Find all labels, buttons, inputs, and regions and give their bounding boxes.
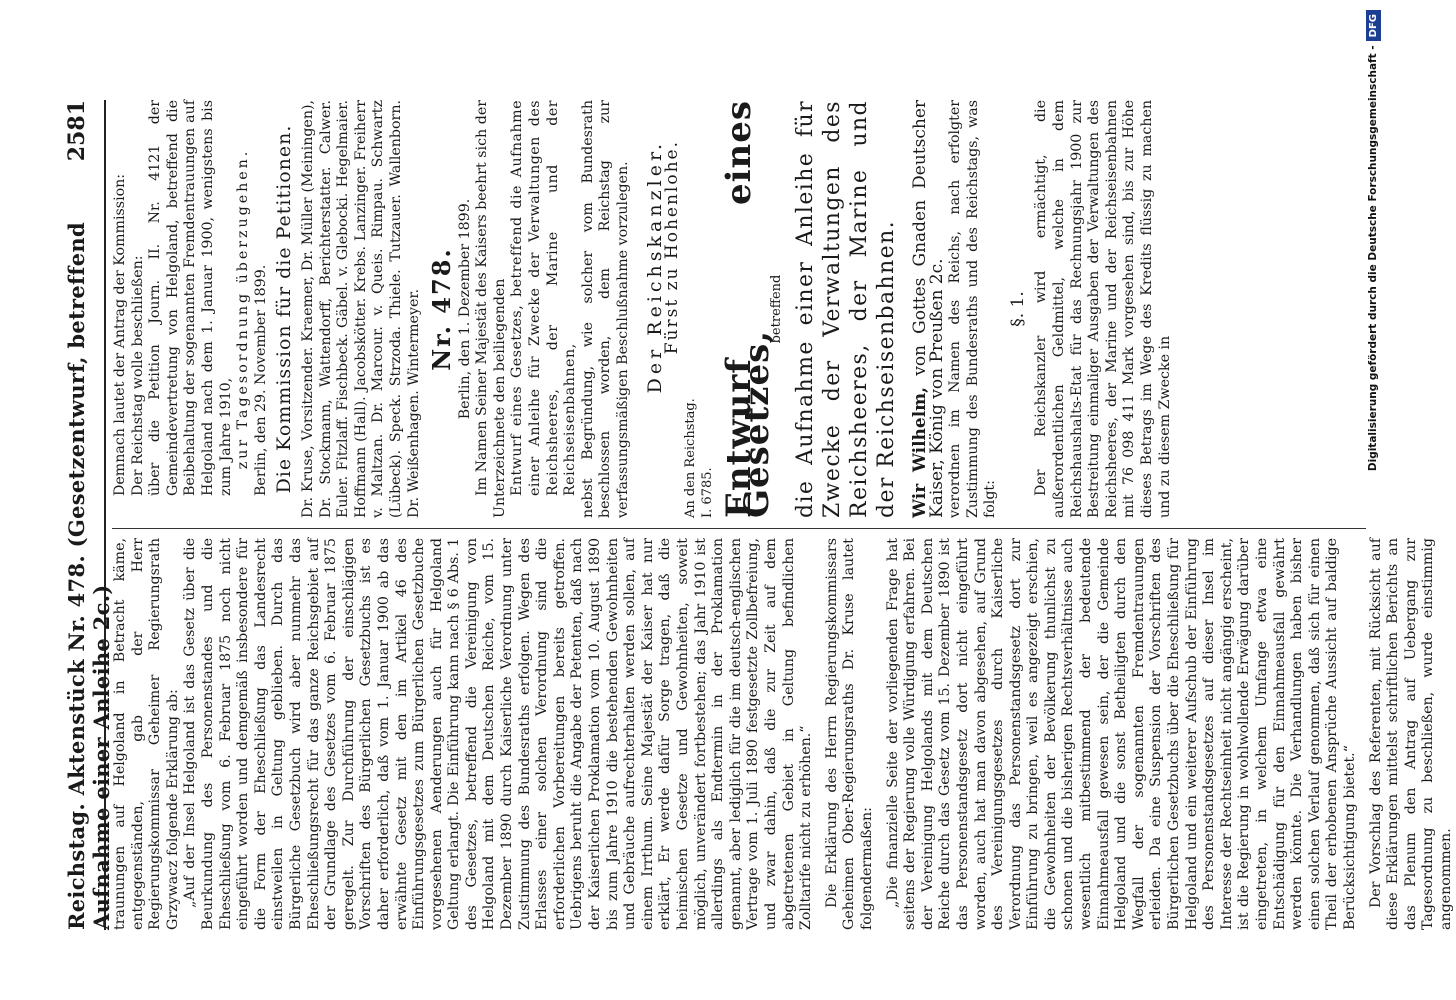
left-paragraph-5: Der Vorschlag des Referenten, mit Rücksicht auf diese Erklärungen mittelst schriftlichen Berichts an das Plenum den Antrag auf Uebergang zur Tagesordnung zu beschließen, wurde einstimmig angenommen. bbox=[1367, 538, 1454, 930]
chancellor-name: Fürst zu Hohenlohe. bbox=[662, 140, 683, 355]
running-title: Reichstag. Aktenstück Nr. 478. (Gesetzentwurf, betreffend Aufnahme einer Anleihe 2c.) bbox=[64, 222, 114, 930]
verordnen-text: verordnen im Namen des Reichs, nach erfolgter Zustimmung des Bundesraths und des Reichstags, was folgt: bbox=[946, 100, 999, 518]
tagesordnung-line: zur Tagesordnung überzugehen. bbox=[235, 148, 252, 470]
signature-block bbox=[643, 100, 683, 518]
commission-members: Dr. Kruse, Vorsitzender. Kraemer, Dr. Müller (Meiningen), Dr. Stockmann, Wattendorff, Berichterstatter. Calwer. Euler. Fitzlaff. Fischbeck. Gäbel. v. Glebocki. Hegelmaier. Hoffmann (Hall). Jacobskötter. Krebs. Lanzinger. Freiherr v. Maltzan. Dr. Marcour. v. Queis. Rimpau. Schwartz (Lübeck). Speck. Strzoda. Thiele. Tutzauer. Wallenborn. Dr. Weißenhagen. Wintermeyer. bbox=[299, 100, 422, 518]
running-header bbox=[64, 100, 114, 930]
addressee: An den Reichstag. bbox=[682, 398, 698, 518]
right-column bbox=[112, 100, 1366, 518]
funding-note-text: Digitalisierung gefördert durch die Deutsche Forschungsgemeinschaft - bbox=[1367, 45, 1379, 472]
funding-note bbox=[1365, 10, 1381, 990]
date-line-1: Berlin, den 29. November 1899. bbox=[252, 264, 269, 496]
document-page bbox=[60, 80, 1454, 950]
entwurf-heading: Entwurf eines Gesetzes, bbox=[719, 100, 777, 518]
left-paragraph-4: „Die finanzielle Seite der vorliegenden Frage hat seitens der Regierung volle Würdigung erfahren. Bei der Vereinigung Helgolands mit dem Deutschen Reiche durch das Gesetz vom 15. Dezember 1890 ist das Personenstandsgesetz dort nicht eingeführt worden, auch hat man davon abgesehen, auf Grund des Vereinigungsgesetzes durch Kaiserliche Verordnung das Personenstandsgesetz dort zur Einführung zu bringen, weil es angezeigt erschien, die Gewohnheiten der Bevölkerung thunlichst zu schonen und die bisherigen Rechtsverhältnisse auch wesentlich mitbestimmend der bedeutende Einnahmeausfall gewesen sein, der die Gemeinde Helgoland und die sonst Betheiligten durch den Wegfall der sogenannten Fremdentrauungen erleiden. Da eine Suspension der Vorschriften des Bürgerlichen Gesetzbuchs über die Eheschließung für Helgoland und ein weiterer Aufschub der Einführung des Personenstandsgesetzes auf dieser Insel im Interesse der Rechtseinheit nicht angängig erscheint, ist die Regierung in wohlwollende Erwägung darüber eingetreten, in welchem Umfange etwa eine Entschädigung für den Einnahmeausfall gewährt werden könnte. Die Verhandlungen haben bisher einen solchen Verlauf genommen, daß sich für einen Theil der erhobenen Ansprüche Aussicht auf baldige Berücksichtigung bietet.“ bbox=[884, 538, 1358, 930]
left-column bbox=[112, 538, 1454, 930]
law-title: die Aufnahme einer Anleihe für Zwecke der Verwaltungen des Reichsheeres, der Marine und der Reichseisenbahnen. bbox=[792, 100, 899, 518]
begruendung-text: nebst Begründung, wie solcher vom Bundesrath beschlossen worden, dem Reichstag zur verfassungsmäßigen Beschlußnahme vorzulegen. bbox=[579, 100, 632, 518]
commission-heading: Die Kommission für die Petitionen. bbox=[273, 124, 296, 494]
entwurf-short-title: Entwurf eines Gesetzes, betreffend die Aufnahme einer Anleihe für Zwecke der Verwaltungen des Reichsheeres, der Marine und der Reichseisenbahnen, bbox=[509, 100, 579, 496]
left-paragraph-2: „Auf der Insel Helgoland ist das Gesetz über die Beurkundung des Personenstandes und die Eheschließung vom 6. Februar 1875 noch nicht eingeführt worden und demgemäß insbesondere für die Form der Eheschließung das Landesrecht einstweilen in Geltung geblieben. Durch das Bürgerliche Gesetzbuch wird aber nunmehr das Eheschließungsrecht für das ganze Reichsgebiet auf der Grundlage des Gesetzes vom 6. Februar 1875 geregelt. Zur Durchführung der einschlägigen Vorschriften des Bürgerlichen Gesetzbuchs ist es daher erforderlich, daß vom 1. Januar 1900 ab das erwähnte Gesetz mit den im Artikel 46 des Einführungsgesetzes zum Bürgerlichen Gesetzbuche vorgesehenen Aenderungen auch für Helgoland Geltung erlangt. Die Einführung kann nach § 6 Abs. 1 des Gesetzes, betreffend die Vereinigung von Helgoland mit dem Deutschen Reiche, vom 15. Dezember 1890 durch Kaiserliche Verordnung unter Zustimmung des Bundesraths erfolgen. Wegen des Erlasses einer solchen Verordnung sind die erforderlichen Vorbereitungen bereits getroffen. Uebrigens beruht die Angabe der Petenten, daß nach der Kaiserlichen Proklamation vom 10. August 1890 bis zum Jahre 1910 die bestehenden Gewohnheiten und Gebräuche aufrechterhalten werden sollen, auf einem Irrthum. Seine Majestät der Kaiser hat nur erklärt, Er werde dafür Sorge tragen, daß die heimischen Gesetze und Gewohnheiten, soweit möglich, unverändert fortbestehen; das Jahr 1910 ist allerdings als Endtermin in der Proklamation genannt, aber lediglich für die im deutsch-englischen Vertrage vom 1. Juli 1890 festgesetzte Zollbefreiung, und zwar dahin, daß die zur Zeit auf dem abgetretenen Gebiet in Geltung befindlichen Zolltarife nicht zu erhöhen.“ bbox=[182, 538, 815, 930]
section-1-heading: §. 1. bbox=[1007, 291, 1028, 327]
chancellor-title: Der Reichskanzler. bbox=[643, 140, 666, 394]
left-paragraph-1: traunungen auf Helgoland in Betracht käme, entgegenständen, gab der Herr Regierungskommissar Geheimer Regierungsrath Grzywacz folgende Erklärung ab: bbox=[112, 538, 181, 930]
wilhelm-name: Wir Wilhelm, bbox=[909, 386, 930, 518]
commission-intro: Demnach lautet der Antrag der Kommission: bbox=[112, 173, 128, 496]
column-divider bbox=[112, 528, 1366, 529]
betreffend-label: betreffend bbox=[769, 274, 785, 344]
section-1-text: Der Reichskanzler wird ermächtigt, die außerordentlichen Geldmittel, welche in dem Reichshaushalts-Etat für das Rechnungsjahr 1900 zur Bestreitung einmaliger Ausgaben der Verwaltungen des Reichsheeres, der Marine und der Reichseisenbahnen mit 76 098 411 Mark vorgesehen sind, bis zur Höhe dieses Betrags im Wege des Kredits flüssig zu machen und zu diesem Zwecke in bbox=[1033, 100, 1173, 518]
petition-text: über die Petition Journ. II. Nr. 4121 der Gemeindevertretung von Helgoland, betreffend die Beibehaltung der sogenannten Fremdentrauungen auf Helgoland nach dem 1. Januar 1900, wenigstens bis zum Jahre 1910, bbox=[147, 100, 234, 496]
left-paragraph-3: Die Erklärung des Herrn Regierungskommissars Geheimen Ober-Regierungsraths Dr. Kruse lautet folgendermaßen: bbox=[823, 538, 875, 930]
date-line-2: Berlin, den 1. Dezember 1899. bbox=[456, 198, 473, 420]
document-number-heading: Nr. 478. bbox=[427, 247, 457, 371]
wilhelm-title: von Gottes Gnaden Deutscher Kaiser, König von Preußen 2c. bbox=[909, 99, 948, 518]
resolve-line: Der Reichstag wolle beschließen: bbox=[129, 255, 146, 496]
enacting-clause bbox=[909, 99, 948, 518]
reference-number: I. 6785. bbox=[700, 467, 716, 518]
dfg-logo: DFG bbox=[1366, 10, 1381, 41]
transmittal-text: Im Namen Seiner Majestät des Kaisers beehrt sich der Unterzeichnete den beiliegenden bbox=[474, 100, 508, 518]
page-number: 2581 bbox=[64, 100, 90, 162]
